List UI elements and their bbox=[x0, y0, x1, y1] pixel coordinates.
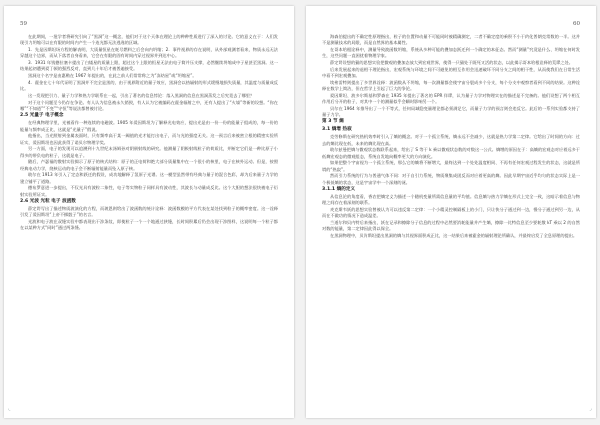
page-footer bbox=[4, 405, 294, 413]
paragraph: 埃弗雷特则提出了多世界诠释：波函数从不坍缩，每一次测量都会使宇宙分裂成多个分支，每个分支中观察者看到不同的结果。这种诠释在数学上简洁，但在哲学上引起了巨大的争论。 bbox=[322, 79, 580, 91]
paragraph: 在经典物理学里，光被看作一种连续的电磁波。1905 年爱因斯坦为了解释光电效应，提出光是由一份一份的能量子组成的，每一份的能量与频率成正比，这就是“光量子”假说。 bbox=[20, 120, 278, 132]
paragraph: 另一方面，电子的发现可以追溯到十九世纪末汤姆孙对阴极射线的研究。他测量了阴极射线粒子的荷质比，并断定它们是一种比原子小得多的带负电的粒子，这就是电子。 bbox=[20, 146, 278, 158]
paragraph: 光波和电子波在双缝实验中都表现出干涉条纹，即使粒子一个一个地通过狭缝，长时间积累后仍会出现干涉图样，这说明每一个粒子都在以某种方式“同时”通过两条缝。 bbox=[20, 219, 278, 231]
page-number: 60 bbox=[573, 21, 580, 27]
paragraph: 从信息论的角度看，香农把熵定义为描述一个随机变量所需信息量的平均值。信息熵与热力学熵在形式上完全一致，这暗示着信息与物理之间存在着深刻的联系。 bbox=[322, 194, 580, 206]
page-curl-icon: ◟ bbox=[8, 405, 11, 412]
paragraph: 兰道尔和贝内特后来指出，妖在记录和擦除分子信息的过程中必然要消耗能量并产生熵，擦除一比特信息至少要耗散 kT 乘以 2 的自然对数的能量，第二定律因此得以保全。 bbox=[322, 220, 580, 232]
paragraph: 玻尔兹曼把熵与微观状态数联系起来，给出了 S 等于 k 乘以微观状态数的对数这一公式。熵增的原因在于：高熵的宏观态对应着远多于低熵宏观态的微观组态，系统自发地向概率更大的方向演化。 bbox=[322, 147, 580, 159]
paragraph: 麦克斯韦妖的思想实验曾被认为可以违反第二定律：一个小精灵控制隔板上的小门，只让快分子通过到一边，慢分子通过到另一边，从而在不做功的情况下造成温差。 bbox=[322, 207, 580, 219]
paragraph: 在哥本哈根诠释中，测量导致波函数坍缩，系统从多种可能的叠加态跃迁到一个确定的本征态。然而“测量”究竟是什么、坍缩在何时发生，这些问题一直困扰着物理学家。 bbox=[322, 47, 580, 59]
section-heading: 2.5 光量子 电子概念 bbox=[20, 113, 64, 119]
section-heading: 2.6 光波 光粒 电子 波函数 bbox=[20, 198, 76, 204]
paragraph: 在黑洞物理中，贝肯斯坦提出黑洞的熵与其视界面积成正比，这一结果后来被霍金的辐射理论所确认，并最终启发了全息原理的提出。 bbox=[330, 233, 578, 239]
section-heading: 3.1 熵增 热寂 bbox=[322, 127, 352, 133]
right-page bbox=[306, 6, 596, 418]
paragraph: 4．霍金在七十年代证明了黑洞并不完全是黑的，由于视界附近的量子效应，黑洞会以热辐射的形式缓慢地损失质量，其温度与质量成反比。 bbox=[20, 79, 278, 91]
paragraph: 贝尔在 1964 年推导出了一个不等式，任何局域隐变量理论都必须满足它，而量子力学的预言则会违反它。此后的一系列实验都支持了量子力学。 bbox=[322, 105, 580, 117]
paragraph: 他指出，当光照射到金属表面时，只有频率高于某一阈值的光才能打出电子，而与光的强度无关。这一预言后来被密立根的精密实验所证实，爱因斯坦也因此获得了诺贝尔物理学奖。 bbox=[20, 133, 278, 145]
paragraph: 薛定谔写出了描述物质波演化的方程，而玻恩则给出了波函数的统计诠释：波函数模的平方代表在某处找到粒子的概率密度。这一诠释引发了爱因斯坦“上帝不掷骰子”的名言。 bbox=[20, 206, 278, 218]
paragraph: 对于这个问题至今仍存在争论。有人认为信息被永久销毁，有人认为它被编码在霍金辐射之中，还有人提出了“火墙”等新的设想。“你在哪”“不知道”“不变”“守恒”等说法都曾被讨论。 bbox=[20, 99, 278, 111]
page-body bbox=[20, 34, 278, 400]
page-body bbox=[322, 34, 580, 400]
section-heading: 第 3 节 熵 bbox=[322, 119, 344, 125]
paragraph: 克劳修斯在研究热机效率时引入了熵的概念。对于一个孤立系统，熵永远不会减少，这就是热力学第二定律。它给出了时间的方向：过去的熵比现在低，未来的熵比现在高。 bbox=[322, 134, 580, 146]
section-heading: 3.1.1 熵的定义 bbox=[322, 186, 356, 192]
paragraph: 随后，卢瑟福的散射实验揭示了原子的核式结构：原子的正电荷和绝大部分质量集中在一个很小的核里，电子在核外运动。但是，按照经典电动力学，绕核运动的电子会不断辐射能量而坠入原子核。 bbox=[20, 159, 278, 171]
paragraph: 德布罗意进一步提出，不仅光具有波粒二象性，电子等实物粒子同样具有波动性，其波长与动量成反比。这个大胆的想法很快被电子衍射实验所证实。 bbox=[20, 185, 278, 197]
page-number: 59 bbox=[20, 21, 27, 27]
paragraph: 后来发展起来的退相干理论指出，宏观系统与环境之间不可避免的相互作用会迅速破坏不同分支之间的相干性，从而使我们在日常生活中看不到宏观叠加。 bbox=[322, 66, 580, 78]
paragraph: 如果把整个宇宙视为一个孤立系统，那么它的熵将不断增大，最终达到一个处处温度相同、不再有任何宏观过程发生的状态，这就是所谓的“热寂”。 bbox=[322, 160, 580, 172]
left-page bbox=[4, 6, 294, 418]
page-curl-icon: ◞ bbox=[589, 405, 592, 412]
paragraph: 3．1931 年钱德拉塞卡提出了白矮星的质量上限，超过这个上限的恒星无法由电子简并压支撑，必然继续坍缩成中子星甚至黑洞。这一结果起初遭到爱丁顿的强烈反对，直到几十年后才被普遍接受。 bbox=[20, 60, 278, 72]
paragraph: 然而引力系统的行为与普通气体不同：对于自引力系统，物质聚集成团反而对应着更高的熵。因此早期宇宙近乎均匀的状态实际上是一个极低熵的状态，这是宇宙学中一个深刻的谜。 bbox=[322, 173, 580, 185]
paragraph: 1．先是因斯坦场方程的解表明，大质量恒星在耗尽燃料之后会向内坍缩；2．事件视界的存在说明，从外部观测者看来，物质永远无法穿越这个边界，而从下落者自身看来，它会在有限的固有时间内穿过视界并到达中心。 bbox=[20, 47, 278, 59]
paragraph: 海森伯提出的不确定性原理指出，粒子的位置和动量不可能同时被精确测定，二者不确定度的乘积不小于约化普朗克常数的一半。这并不是测量技术的局限，而是自然界的基本属性。 bbox=[322, 34, 580, 46]
paragraph: 玻尔在 1913 年引入了定态和跃迁的假设，成功地解释了氢原子光谱。这一模型虽然带有经典与量子的混合色彩，却为后来量子力学的建立铺平了道路。 bbox=[20, 172, 278, 184]
page-footer bbox=[306, 405, 596, 413]
paragraph: 薛定谔设想的猫的思想实验把微观的叠加态放大到宏观世界，使得一只猫处于既死又活的状态，以此揭示哥本哈根诠释的荒谬之处。 bbox=[330, 60, 573, 65]
paragraph: 爱因斯坦、波多尔斯基和罗森在 1935 年提出了著名的 EPR 佯谬，认为量子力学对物理实在的描述是不完备的。他们设想了两个相互作用后分开的粒子，对其中一个的测量似乎会瞬时影响另一个。 bbox=[322, 92, 580, 104]
paragraph: 黑洞这个名字是由惠勒在 1967 年提出的，在此之前人们常常称之为“冻结星”或“坍缩星”。 bbox=[28, 73, 197, 78]
paragraph: 在此期间，一批学者将研究引向了“黑洞”这一概念，他们对于这个天体在理论上的种种性质进行了深入的讨论。它的意义在于：人们发现引力坍缩可以在有限的时间内产生一个连光都无法逃逸的区域。 bbox=[20, 34, 278, 46]
paragraph: 这一发现把引力、量子力学和热力学联系在一起，引出了著名的信息悖论：落入黑洞的信息在黑洞蒸发之后究竟去了哪里？ bbox=[28, 92, 255, 98]
